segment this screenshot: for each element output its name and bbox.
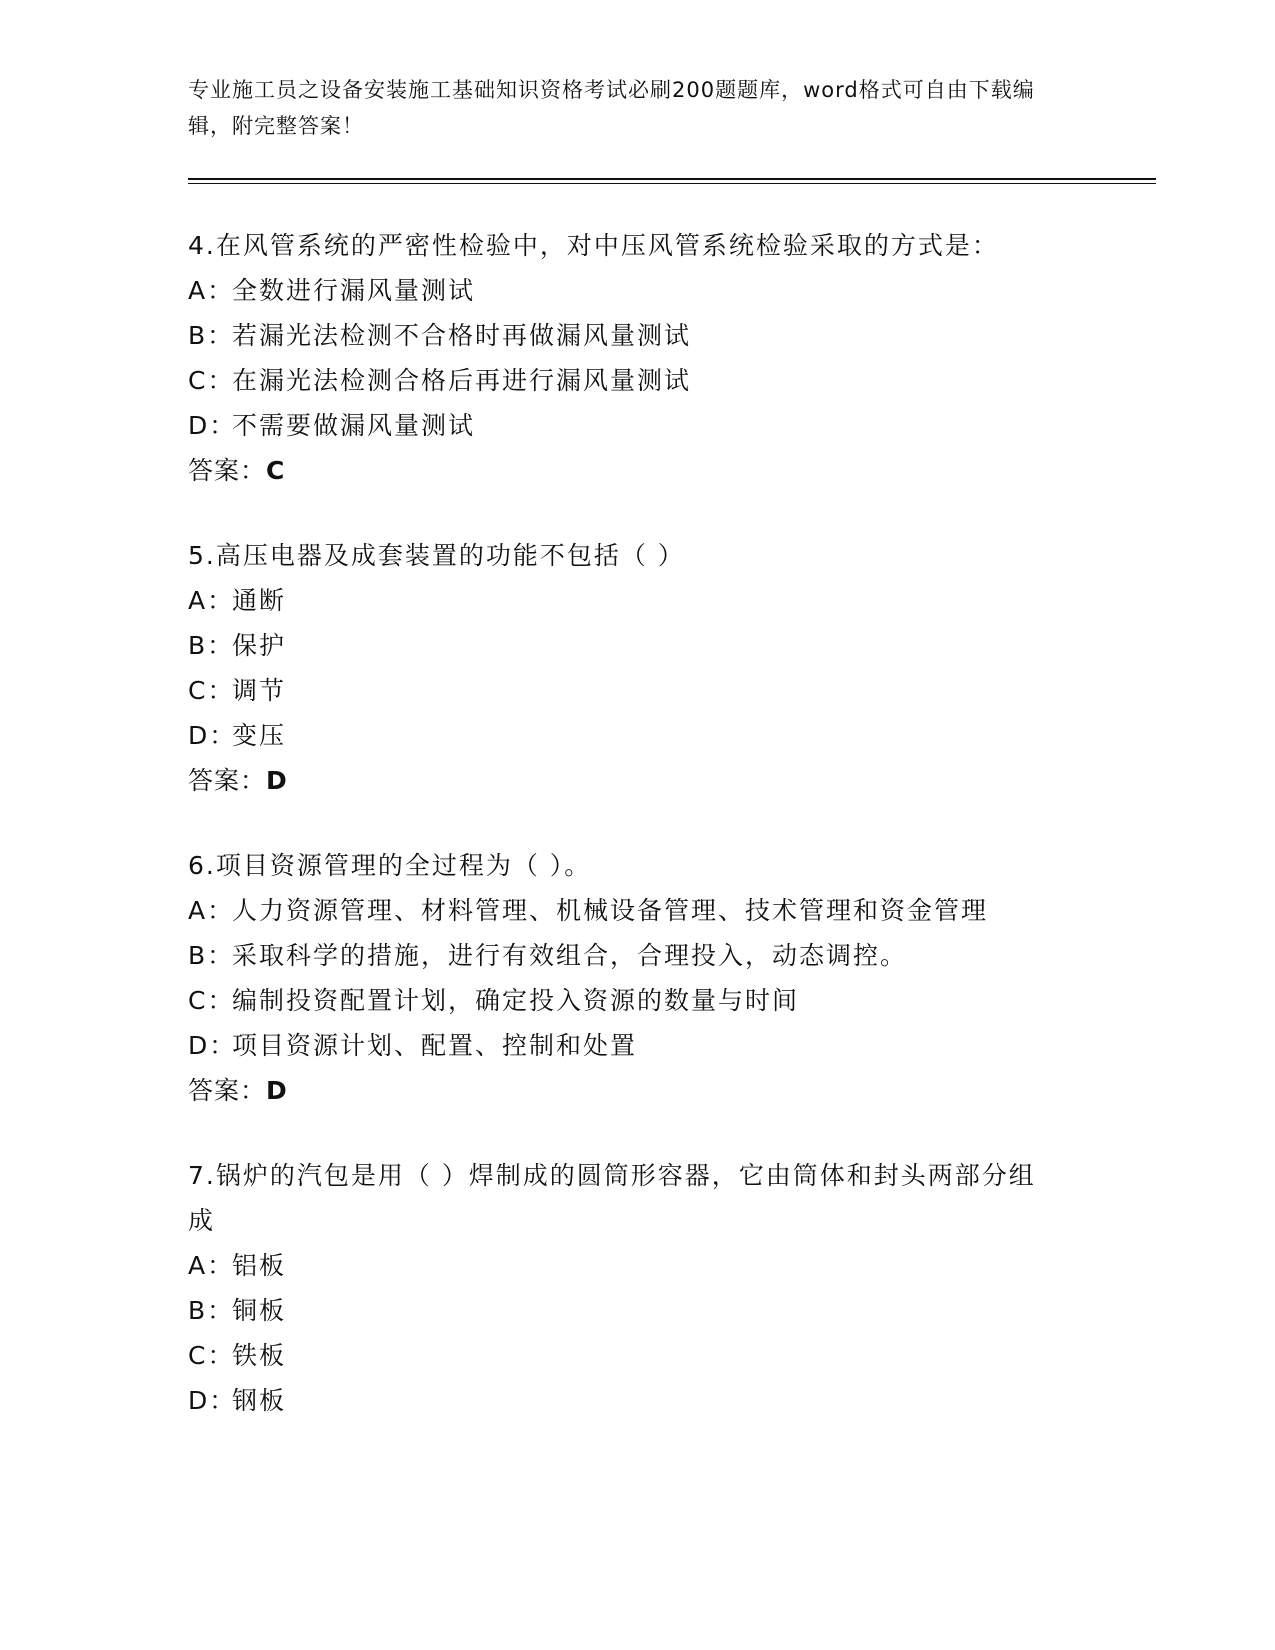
option-label: A：	[188, 1251, 235, 1280]
answer-label: 答案：	[188, 456, 267, 485]
option-label: D：	[188, 1031, 237, 1060]
option-label: D：	[188, 1386, 237, 1415]
option-text: 全数进行漏风量测试	[232, 276, 476, 305]
header-divider	[188, 178, 1156, 180]
option-text: 铜板	[232, 1296, 287, 1325]
option-a	[188, 578, 1088, 623]
answer-line	[188, 1068, 1088, 1113]
question-title: 4.在风管系统的严密性检验中，对中压风管系统检验采取的方式是：	[188, 231, 999, 260]
question-title: 6.项目资源管理的全过程为（ ）。	[188, 851, 592, 880]
option-label: C：	[188, 366, 235, 395]
option-label: C：	[188, 1341, 235, 1370]
option-d	[188, 1023, 1088, 1068]
option-text: 人力资源管理、材料管理、机械设备管理、技术管理和资金管理	[232, 896, 989, 925]
question-6	[188, 843, 1088, 1113]
option-text: 铝板	[232, 1251, 287, 1280]
option-b	[188, 1288, 1058, 1333]
option-text: 钢板	[232, 1386, 287, 1415]
question-4	[188, 223, 1088, 493]
option-text: 保护	[232, 631, 287, 660]
option-label: D：	[188, 411, 237, 440]
option-label: A：	[188, 276, 235, 305]
answer-line	[188, 448, 1088, 493]
option-label: D：	[188, 721, 237, 750]
option-text: 若漏光法检测不合格时再做漏风量测试	[232, 321, 692, 350]
option-label: B：	[188, 1296, 235, 1325]
answer-value: D	[266, 1076, 288, 1105]
option-text: 通断	[232, 586, 287, 615]
option-a	[188, 268, 1088, 313]
answer-label: 答案：	[188, 766, 267, 795]
question-title: 5.高压电器及成套装置的功能不包括（ ）	[188, 541, 685, 570]
document-header: 专业施工员之设备安装施工基础知识资格考试必刷200题题库，word格式可自由下载编辑，附完整答案！	[188, 78, 1035, 138]
option-b	[188, 313, 1088, 358]
option-label: C：	[188, 986, 235, 1015]
answer-label: 答案：	[188, 1076, 267, 1105]
header-divider-thin	[188, 183, 1156, 184]
option-c	[188, 1333, 1058, 1378]
answer-value: D	[266, 766, 288, 795]
option-c	[188, 668, 1088, 713]
question-7	[188, 1153, 1058, 1423]
option-b	[188, 933, 1088, 978]
answer-value: C	[266, 456, 286, 485]
option-c	[188, 978, 1088, 1023]
option-text: 编制投资配置计划，确定投入资源的数量与时间	[232, 986, 800, 1015]
option-label: B：	[188, 631, 235, 660]
question-title: 7.锅炉的汽包是用（ ）焊制成的圆筒形容器，它由筒体和封头两部分组成	[188, 1161, 1036, 1235]
option-text: 调节	[232, 676, 287, 705]
option-text: 不需要做漏风量测试	[232, 411, 476, 440]
option-text: 项目资源计划、配置、控制和处置	[232, 1031, 638, 1060]
question-5	[188, 533, 1088, 803]
answer-line	[188, 758, 1088, 803]
option-text: 在漏光法检测合格后再进行漏风量测试	[232, 366, 692, 395]
option-label: B：	[188, 941, 235, 970]
option-d	[188, 403, 1088, 448]
option-d	[188, 1378, 1058, 1423]
option-b	[188, 623, 1088, 668]
option-text: 采取科学的措施，进行有效组合，合理投入，动态调控。	[232, 941, 908, 970]
option-d	[188, 713, 1088, 758]
option-a	[188, 1243, 1058, 1288]
option-c	[188, 358, 1088, 403]
option-text: 铁板	[232, 1341, 287, 1370]
option-text: 变压	[232, 721, 287, 750]
option-label: B：	[188, 321, 235, 350]
option-a	[188, 888, 1088, 933]
option-label: A：	[188, 586, 235, 615]
option-label: A：	[188, 896, 235, 925]
option-label: C：	[188, 676, 235, 705]
